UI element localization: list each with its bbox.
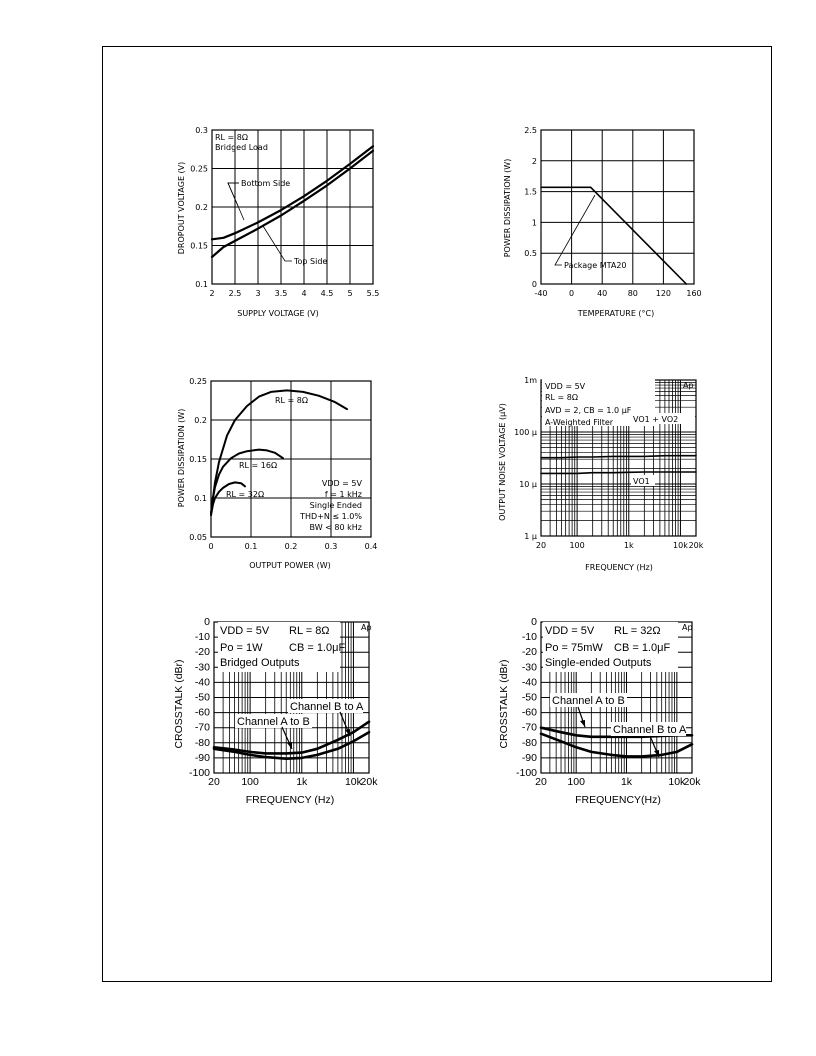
annotation-rl: RL = 8Ω	[289, 625, 330, 637]
annotation-vdd: VDD = 5V	[220, 625, 270, 637]
x-tick-label: 100	[241, 776, 259, 788]
y-tick-label: 0.1	[194, 494, 207, 503]
y-tick-label: -80	[194, 736, 210, 749]
x-tick-label: 0.2	[284, 542, 298, 551]
y-tick-label: -80	[521, 736, 537, 749]
chart-power-dissipation-temperature	[500, 118, 720, 328]
x-tick-label: 40	[597, 289, 608, 298]
chart-power-dissipation-output-power-svg	[160, 372, 380, 582]
x-tick-label: 5.5	[366, 289, 380, 298]
chart-crosstalk-single-ended	[495, 610, 710, 810]
ap-logo: Ap	[361, 623, 372, 632]
x-tick-label: 100	[567, 776, 585, 788]
annotation-rl: RL = 8Ω	[545, 393, 579, 402]
y-tick-label: 1	[531, 218, 537, 228]
y-tick-label: 2.5	[524, 126, 537, 135]
y-axis-label: CROSSTALK (dBr)	[498, 659, 510, 749]
y-tick-label: 0.2	[195, 203, 208, 212]
leader-top-side	[263, 226, 292, 261]
series-label-vo1: VO1	[633, 477, 650, 486]
x-tick-label: 10k	[668, 776, 686, 788]
x-tick-label: 20k	[683, 776, 701, 788]
series-line-1	[212, 146, 373, 239]
x-tick-label: 1k	[296, 776, 308, 788]
y-tick-label: 0.25	[190, 164, 208, 174]
ap-logo: Ap	[683, 381, 694, 390]
annotation-avd: AVD = 2, CB = 1.0 μF	[545, 406, 632, 415]
annotation-vdd: VDD = 5V	[545, 625, 595, 637]
y-tick-label: -30	[521, 661, 537, 674]
x-tick-label: 5	[347, 289, 353, 298]
x-tick-label: 20k	[688, 541, 704, 550]
y-tick-label: -100	[515, 767, 537, 779]
y-tick-label: -100	[188, 767, 210, 779]
annotation-bw: BW < 80 kHz	[309, 523, 362, 532]
x-tick-label: -40	[534, 289, 548, 298]
y-tick-label: 0.2	[194, 416, 207, 425]
annotation-cb: CB = 1.0μF	[614, 642, 671, 654]
chart-dropout-voltage-svg	[160, 118, 380, 328]
y-tick-label: 0	[531, 280, 537, 289]
annotation-freq: f = 1 kHz	[324, 490, 362, 499]
x-tick-label: 3.5	[274, 289, 288, 298]
arrow-a-to-b-head	[287, 742, 292, 749]
annotation-single-ended: Single Ended	[309, 501, 362, 510]
y-tick-label: -70	[521, 721, 537, 734]
annotation-rl-16: RL = 16Ω	[239, 461, 278, 470]
x-tick-label: 3	[255, 289, 261, 298]
x-tick-label: 10k	[344, 776, 362, 788]
chart-output-noise	[495, 372, 715, 582]
x-axis-label: FREQUENCY (Hz)	[585, 563, 653, 572]
annotation-b-to-a: Channel B to A	[613, 724, 687, 736]
annotation-cb: CB = 1.0μF	[289, 642, 346, 654]
x-tick-label: 120	[655, 289, 672, 298]
y-tick-label: -90	[521, 751, 537, 764]
annotation-package: Package MTA20	[564, 261, 627, 270]
x-tick-label: 2.5	[228, 289, 242, 298]
ap-logo: Ap	[682, 623, 693, 632]
y-tick-label: 2	[531, 156, 537, 166]
annotation-outputs: Bridged Outputs	[220, 657, 300, 669]
chart-crosstalk-bridged	[170, 610, 385, 810]
annotation-rl-32: RL = 32Ω	[226, 490, 265, 499]
annotation-filter: A-Weighted Filter	[545, 418, 614, 427]
x-tick-label: 0	[208, 542, 214, 551]
x-tick-label: 80	[627, 289, 638, 298]
y-tick-label: -70	[194, 721, 210, 734]
chart-power-dissipation-output-power	[160, 372, 380, 582]
y-axis-label: POWER DISSIPATION (W)	[177, 408, 186, 508]
y-tick-label: 0.25	[189, 377, 207, 386]
y-tick-label: -20	[521, 646, 537, 659]
x-tick-label: 2	[209, 289, 215, 298]
y-tick-label: -40	[521, 676, 537, 689]
x-tick-label: 4.5	[320, 289, 334, 298]
x-axis-label: TEMPERATURE (°C)	[577, 309, 655, 318]
annotation-bottom-side: Bottom Side	[241, 179, 291, 188]
y-tick-label: 10 μ	[519, 480, 537, 489]
x-tick-label: 10k	[673, 541, 688, 550]
x-axis-label: FREQUENCY(Hz)	[575, 794, 661, 806]
y-axis-label: OUTPUT NOISE VOLTAGE (μV)	[498, 403, 507, 521]
y-tick-label: -20	[194, 646, 210, 659]
annotation-rl: RL = 8Ω	[215, 133, 249, 142]
x-tick-label: 1k	[623, 541, 634, 550]
y-tick-label: -50	[521, 691, 537, 704]
annotation-b-to-a: Channel B to A	[290, 701, 364, 713]
annotation-rl-8: RL = 8Ω	[275, 396, 309, 405]
y-tick-label: 0.15	[189, 455, 207, 464]
leader-package	[555, 195, 595, 265]
y-tick-label: 0.5	[524, 249, 537, 259]
annotation-thd: THD+N ≤ 1.0%	[300, 512, 362, 521]
x-tick-label: 20	[535, 776, 547, 788]
y-tick-label: -40	[194, 676, 210, 689]
x-axis-label: FREQUENCY (Hz)	[245, 794, 335, 806]
y-tick-label: 1.5	[524, 187, 537, 197]
y-tick-label: -10	[194, 631, 210, 644]
y-tick-label: 0	[204, 616, 210, 628]
y-tick-label: -60	[521, 706, 537, 719]
annotation-rl: RL = 32Ω	[614, 625, 661, 637]
y-axis-label: DROPOUT VOLTAGE (V)	[177, 161, 186, 255]
y-axis-label: POWER DISSIPATION (W)	[503, 158, 512, 258]
x-tick-label: 4	[301, 289, 307, 298]
y-tick-label: 0.1	[195, 280, 208, 289]
x-tick-label: 160	[686, 289, 702, 298]
y-tick-label: -50	[194, 691, 210, 704]
y-tick-label: 100 μ	[514, 428, 537, 437]
chart-output-noise-svg	[495, 372, 715, 582]
leader-bottom-side-2	[228, 183, 239, 206]
annotation-vdd: VDD = 5V	[321, 479, 362, 488]
y-tick-label: -60	[194, 706, 210, 719]
annotation-vdd: VDD = 5V	[545, 382, 586, 391]
x-tick-label: 0	[569, 289, 575, 298]
series-label-vo1-vo2: VO1 + VO2	[633, 415, 679, 424]
annotation-po: Po = 1W	[220, 642, 263, 654]
x-tick-label: 100	[569, 541, 585, 550]
annotation-outputs: Single-ended Outputs	[545, 657, 652, 669]
y-tick-label: 0.15	[190, 241, 208, 251]
chart-crosstalk-single-ended-svg	[495, 610, 710, 810]
chart-crosstalk-bridged-svg	[170, 610, 385, 810]
y-tick-label: 0	[531, 616, 537, 628]
y-tick-label: 0.3	[195, 126, 208, 135]
x-axis-label: OUTPUT POWER (W)	[249, 561, 331, 570]
x-axis-label: SUPPLY VOLTAGE (V)	[237, 309, 319, 318]
x-tick-label: 0.1	[244, 542, 258, 551]
x-tick-label: 20	[535, 541, 547, 550]
y-tick-label: 1m	[524, 376, 537, 385]
y-tick-label: -30	[194, 661, 210, 674]
x-tick-label: 0.4	[364, 542, 378, 551]
y-tick-label: -10	[521, 631, 537, 644]
y-tick-label: 1 μ	[524, 532, 537, 541]
annotation-po: Po = 75mW	[545, 642, 603, 654]
chart-dropout-voltage	[160, 118, 380, 328]
y-tick-label: -90	[194, 751, 210, 764]
chart-power-dissipation-temperature-svg	[500, 118, 720, 328]
x-tick-label: 1k	[620, 776, 633, 788]
x-tick-label: 20k	[360, 776, 378, 788]
annotation-top-side: Top Side	[294, 257, 328, 266]
arrow-a-to-b-head	[580, 720, 585, 727]
x-tick-label: 0.3	[324, 542, 338, 551]
y-axis-label: CROSSTALK (dBr)	[173, 659, 185, 749]
annotation-bridged-load: Bridged Load	[215, 143, 268, 152]
annotation-a-to-b: Channel A to B	[237, 716, 310, 728]
annotation-a-to-b: Channel A to B	[552, 695, 625, 707]
x-tick-label: 20	[208, 776, 220, 788]
y-tick-label: 0.05	[189, 533, 207, 542]
